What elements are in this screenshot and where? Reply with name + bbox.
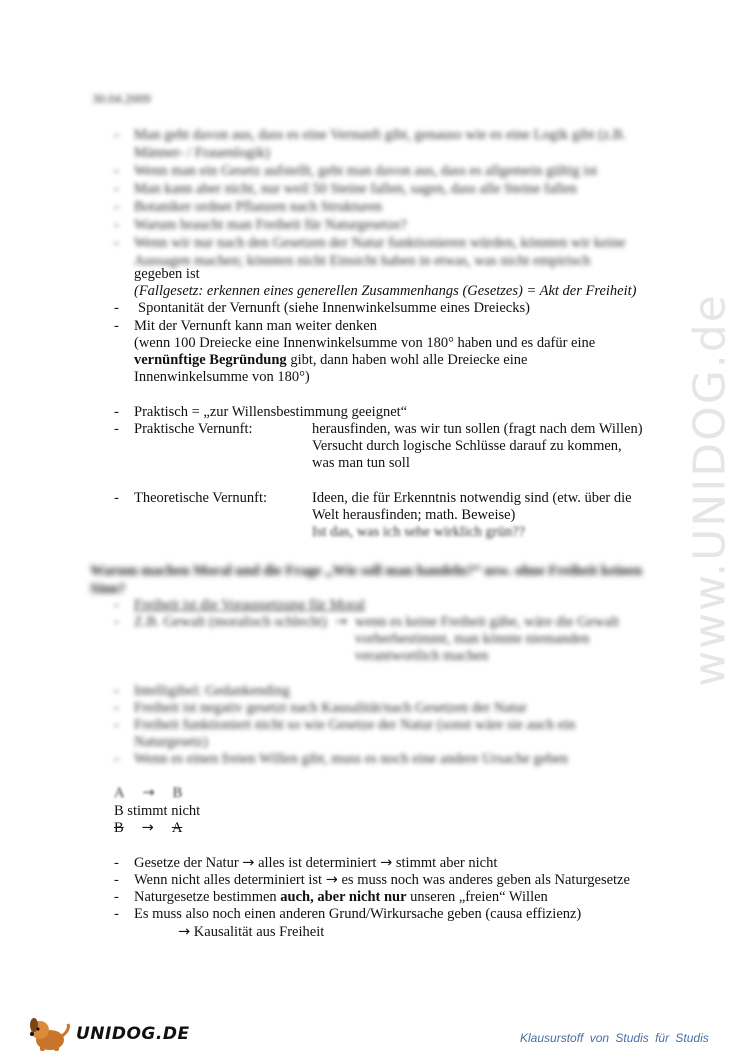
- praktische-desc-2: Versucht durch logische Schlüsse darauf zu kommen,: [312, 438, 622, 454]
- text-gegeben: gegeben ist: [134, 266, 200, 282]
- list-item-continuation: Aussagen machen; könnten nicht Einsicht haben in etwas, was nicht empirisch: [134, 253, 591, 269]
- text-kausalitaet: → Kausalität aus Freiheit: [178, 924, 325, 940]
- unidog-logo[interactable]: [26, 1016, 190, 1052]
- logo-text: UNIDOG.DE: [76, 1024, 190, 1044]
- gewalt-desc-3: verantwortlich machen: [355, 648, 489, 664]
- watermark: www.UNIDOG.de: [684, 293, 736, 687]
- arrow-icon: →: [335, 614, 348, 630]
- dog-icon: [26, 1016, 72, 1052]
- bold-vernuenftige-begruendung: vernünftige Begründung: [134, 352, 287, 368]
- gewalt-desc-2: vorherbestimmt, man könnte niemanden: [355, 631, 590, 647]
- text-vernuenftige-begruendung: vernünftige Begründung gibt, dann haben wohl alle Dreiecke eine: [134, 352, 528, 368]
- document-date: 30.04.2009: [92, 91, 151, 106]
- praktische-desc-1: herausfinden, was wir tun sollen (fragt nach dem Willen): [312, 421, 643, 437]
- arrow-icon: →: [242, 855, 255, 871]
- theoretische-desc-1: Ideen, die für Erkenntnis notwendig sind (etw. über die: [312, 490, 632, 506]
- bold-auch-aber-nicht-nur: auch, aber nicht nur: [280, 889, 407, 905]
- theoretische-desc-2: Welt herausfinden; math. Beweise): [312, 507, 516, 523]
- arrow-icon: →: [178, 924, 191, 940]
- list-item-continuation: Männer- / Frauenlogik): [134, 145, 270, 161]
- text-b-stimmt-nicht: B stimmt nicht: [114, 803, 201, 819]
- text-wenn-dreiecke: (wenn 100 Dreiecke eine Innenwinkelsumme von 180° haben und es dafür eine: [134, 335, 596, 351]
- footer-slogan: Klausurstoff von Studis für Studis: [520, 1031, 709, 1045]
- gewalt-desc-1: wenn es keine Freiheit gäbe, wäre die Gewalt: [355, 614, 620, 630]
- section-heading: Warum machen Moral und die Frage „Wie soll man handeln?“ usw. ohne Freiheit keinen Sinn?: [90, 563, 643, 597]
- arrow-icon: →: [325, 872, 338, 888]
- list-item-continuation: Naturgesetz): [134, 734, 208, 750]
- text-innenwinkelsumme: Innenwinkelsumme von 180°): [134, 369, 310, 385]
- arrow-icon: →: [380, 855, 393, 871]
- praktische-desc-3: was man tun soll: [312, 455, 410, 471]
- arrow-icon: →: [141, 820, 154, 836]
- theoretische-desc-3: Ist das, was ich sehe wirklich grün??: [312, 524, 526, 540]
- logic-b-to-a: B → A: [114, 820, 183, 836]
- logic-a-to-b: A → B: [114, 785, 183, 801]
- text-fallgesetz: (Fallgesetz: erkennen eines generellen Zusammenhangs (Gesetzes) = Akt der Freiheit): [134, 283, 637, 299]
